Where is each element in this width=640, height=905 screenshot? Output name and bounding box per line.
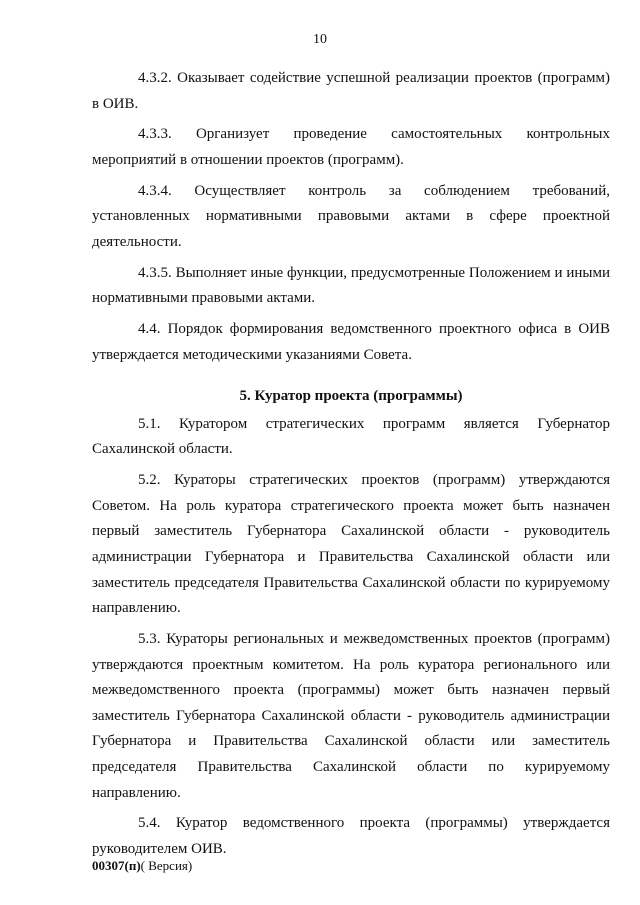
paragraph-4-3-3: 4.3.3. Организует проведение самостоятельных контрольных мероприятий в отношении проектов (программ).	[92, 126, 610, 168]
paragraph-5-1: 5.1. Куратором стратегических программ является Губернатор Сахалинской области.	[92, 415, 610, 458]
document-body	[92, 66, 610, 868]
paragraph-5-2: 5.2. Кураторы стратегических проектов (программ) утверждаются Советом. На роль куратора стратегического проекта может быть назначен первый заместитель Губернатора Сахалинской области - руководитель администрации Губернатора и Правительства Сахалинской области или заместитель председателя Правительства Сахалинской области по курируемому направлению.	[92, 472, 610, 617]
paragraph-4-3-5: 4.3.5. Выполняет иные функции, предусмотренные Положением и иными нормативными правовыми актами.	[92, 264, 610, 307]
version-label: ( Версия)	[140, 858, 193, 873]
paragraph-4-3-4: 4.3.4. Осуществляет контроль за соблюдением требований, установленных нормативными правовыми актами в сфере проектной деятельности.	[92, 182, 610, 250]
document-footer	[92, 858, 192, 874]
paragraph-5-3: 5.3. Кураторы региональных и межведомственных проектов (программ) утверждаются проектным комитетом. На роль куратора регионального или межведомственного проекта (программы) может быть назначен первый заместитель Губернатора Сахалинской области - руководитель администрации Губернатора и Правительства Сахалинской области или заместитель председателя Правительства Сахалинской области по курируемому направлению.	[92, 631, 610, 801]
document-code: 00307(п)	[92, 858, 141, 873]
section-heading: 5. Куратор проекта (программы)	[239, 388, 463, 405]
page-number: 10	[313, 32, 327, 47]
paragraph-4-4: 4.4. Порядок формирования ведомственного проектного офиса в ОИВ утверждается методическими указаниями Совета.	[92, 321, 610, 363]
paragraph-5-4: 5.4. Куратор ведомственного проекта (программы) утверждается руководителем ОИВ.	[92, 815, 610, 857]
paragraph-4-3-2: 4.3.2. Оказывает содействие успешной реализации проектов (программ) в ОИВ.	[92, 70, 610, 112]
